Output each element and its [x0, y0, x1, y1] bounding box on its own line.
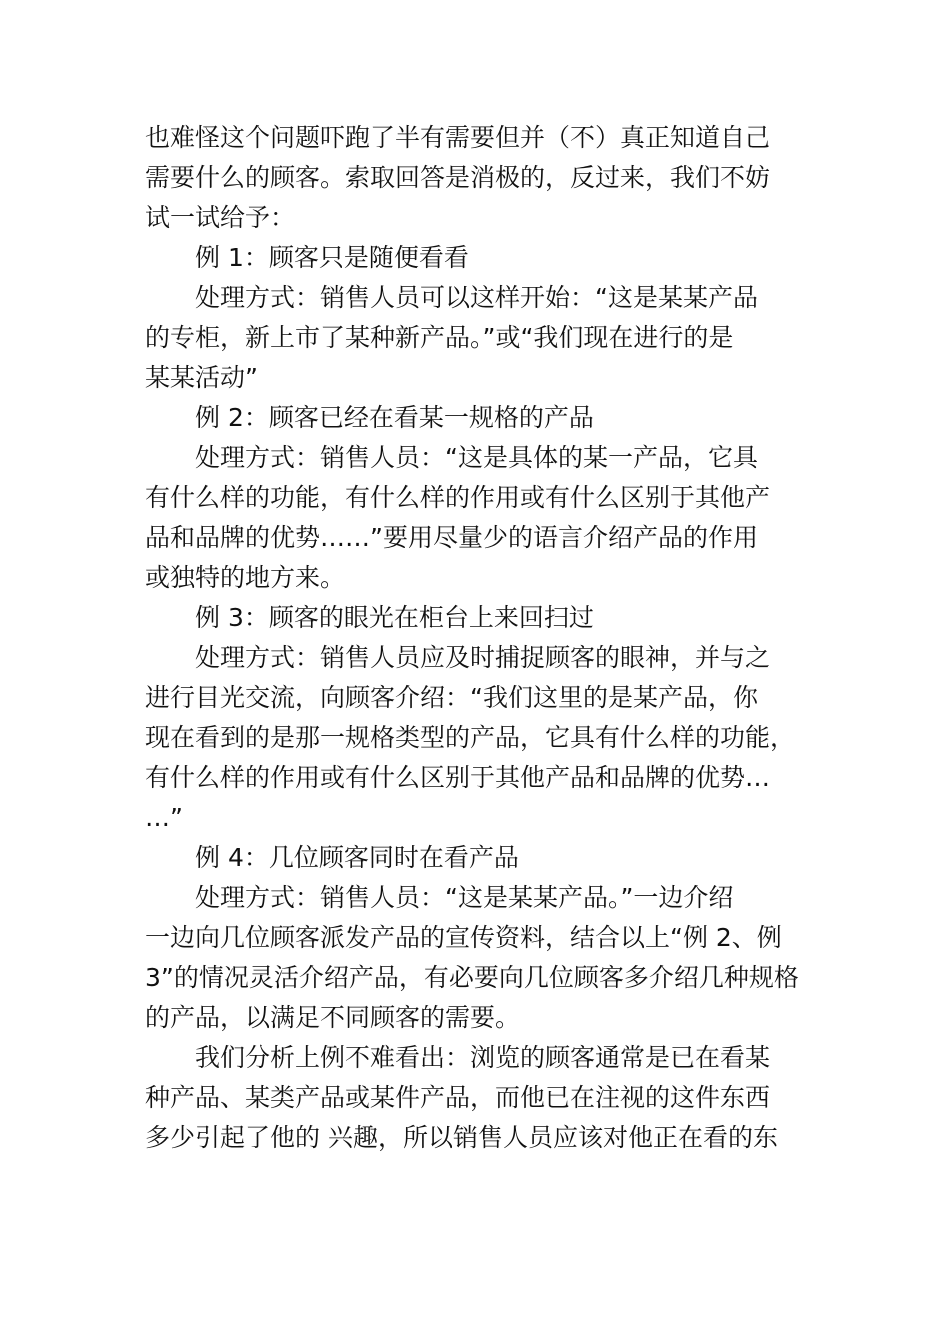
- text-line: 处理方式：销售人员应及时捕捉顾客的眼神，并与之: [195, 643, 771, 672]
- text-line: 有什么样的作用或有什么区别于其他产品和品牌的优势…: [145, 763, 771, 792]
- text-line: 试一试给予：: [145, 203, 296, 232]
- body-text: [145, 118, 815, 1158]
- text-line: 现在看到的是那一规格类型的产品，它具有什么样的功能，: [145, 723, 796, 752]
- text-line: 的专柜，新上市了某种新产品。”或“我们现在进行的是: [145, 323, 734, 352]
- text-line: 也难怪这个问题吓跑了半有需要但并（不）真正知道自己: [145, 123, 771, 152]
- text-line: 的产品，以满足不同顾客的需要。: [145, 1003, 521, 1032]
- text-line: 有什么样的功能，有什么样的作用或有什么区别于其他产: [145, 483, 771, 512]
- text-line: 例 3：顾客的眼光在柜台上来回扫过: [195, 603, 594, 632]
- text-line: 例 1：顾客只是随便看看: [195, 243, 469, 272]
- text-line: 处理方式：销售人员：“这是具体的某一产品，它具: [195, 443, 758, 472]
- text-line: 或独特的地方来。: [145, 563, 346, 592]
- text-line: 3”的情况灵活介绍产品，有必要向几位顾客多介绍几种规格: [145, 963, 799, 992]
- text-line: 例 4：几位顾客同时在看产品: [195, 843, 519, 872]
- text-line: 某某活动”: [145, 363, 258, 392]
- text-line: 品和品牌的优势……”要用尽量少的语言介绍产品的作用: [145, 523, 758, 552]
- text-line: 我们分析上例不难看出：浏览的顾客通常是已在看某: [195, 1043, 771, 1072]
- text-line: 处理方式：销售人员：“这是某某产品。”一边介绍: [195, 883, 734, 912]
- text-line: 例 2：顾客已经在看某一规格的产品: [195, 403, 594, 432]
- text-line: 进行目光交流，向顾客介绍：“我们这里的是某产品，你: [145, 683, 758, 712]
- text-line: 需要什么的顾客。索取回答是消极的，反过来，我们不妨: [145, 163, 771, 192]
- text-line: 种产品、某类产品或某件产品，而他已在注视的这件东西: [145, 1083, 771, 1112]
- text-line: …”: [145, 803, 183, 832]
- text-line: 多少引起了他的 兴趣，所以销售人员应该对他正在看的东: [145, 1123, 778, 1152]
- text-line: 一边向几位顾客派发产品的宣传资料，结合以上“例 2、例: [145, 923, 782, 952]
- text-line: 处理方式：销售人员可以这样开始：“这是某某产品: [195, 283, 758, 312]
